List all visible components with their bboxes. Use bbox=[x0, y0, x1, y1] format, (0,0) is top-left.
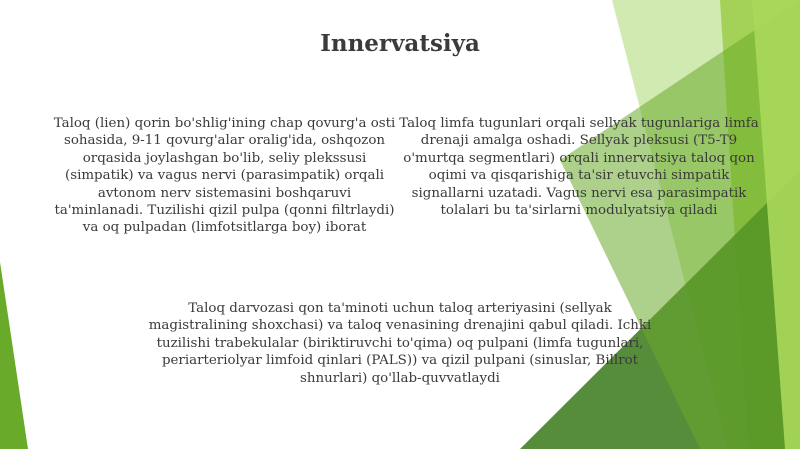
paragraph-bottom: Taloq darvozasi qon ta'minoti uchun taloq arteriyasini (sellyak magistralining shoxchasi) va taloq venasining drenajini qabul qiladi. Ichki tuzilishi trabekulalar (biriktiruvchi to'qima) oq pulpani (limfa tugunlari, periarteriolyar limfoid qinlari (PALS)) va qizil pulpani (sinuslar, Billrot shnurlari) qo'llab-quvvatlaydi bbox=[148, 301, 652, 386]
slide-title: Innervatsiya bbox=[320, 30, 480, 57]
left-accent-wedge bbox=[0, 262, 28, 449]
paragraph-right: Taloq limfa tugunlari orqali sellyak tugunlariga limfa drenaji amalga oshadi. Sellyak pleksusi (T5-T9 o'murtqa segmentlari) orqali innervatsiya taloq qon oqimi va qisqarishiga ta'sir etuvchi simpatik signallarni uzatadi. Vagus nervi esa parasimpatik tolalari bu ta'sirlarni modulyatsiya qiladi bbox=[399, 116, 759, 219]
paragraph-left: Taloq (lien) qorin bo'shlig'ining chap qovurg'a osti sohasida, 9-11 qovurg'alar oralig'ida, oshqozon orqasida joylashgan bo'lib, seliy plekssusi (simpatik) va vagus nervi (parasimpatik) orqali avtonom nerv sistemasini boshqaruvi ta'minlanadi. Tuzilishi qizil pulpa (qonni filtrlaydi) va oq pulpadan (limfotsitlarga boy) iborat bbox=[53, 116, 396, 236]
